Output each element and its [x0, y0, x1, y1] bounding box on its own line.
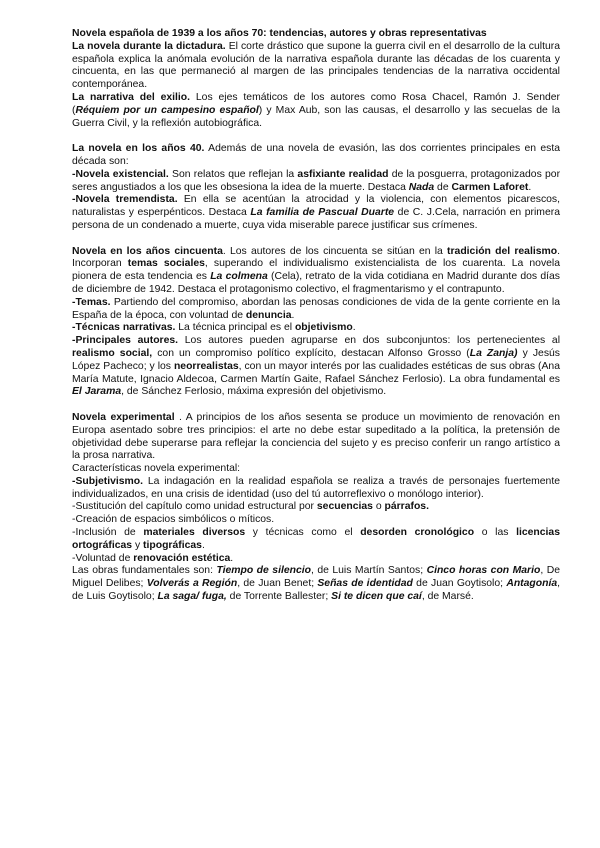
item-label: -Principales autores. [72, 335, 179, 347]
item-temas [72, 297, 560, 323]
caracteristicas-label [72, 463, 560, 476]
exilio-text: ) y Max Aub, son las causas, el desarrollo y las secuelas de la Guerra Civil, y la reflexión autobiográfica. [72, 104, 560, 129]
obras-text: Las obras fundamentales son: [72, 565, 217, 577]
work-title: La saga/ fuga, [157, 591, 227, 603]
paragraph-cuarenta [72, 143, 560, 169]
heading-experimental: Novela experimental [72, 411, 175, 423]
work-title: La Zanja) [469, 347, 518, 359]
item-text: . [352, 322, 356, 334]
caracteristicas-text: Características novela experimental: [72, 463, 241, 475]
bold-term: neorrealistas [173, 360, 239, 372]
item-text: -Creación de espacios simbólicos o míticos. [72, 514, 275, 526]
item-text: . [230, 552, 234, 564]
cincuenta-text: . Los autores de los cincuenta se sitúan en la [222, 245, 448, 257]
item-text: , de Sánchez Ferlosio, máxima expresión del objetivismo. [121, 386, 387, 398]
item-text: . [201, 539, 205, 551]
work-title: Tiempo de silencio [216, 565, 311, 577]
document-title [72, 28, 560, 41]
cuarenta-intro: Además de una novela de evasión, las dos corrientes principales en esta década son: [72, 143, 561, 167]
item-text: -Voluntad de [72, 552, 134, 564]
item-text: . [528, 181, 532, 193]
bold-term: secuencias [316, 501, 373, 513]
item-text: o [372, 501, 385, 513]
work-title: Si te dicen que caí [331, 591, 422, 603]
item-espacios [72, 514, 560, 527]
heading-exilio: La narrativa del exilio. [72, 91, 191, 103]
heading-cuarenta: La novela en los años 40. [72, 143, 205, 155]
item-tecnicas [72, 322, 560, 335]
item-text: La técnica principal es el [175, 322, 295, 334]
item-inclusion [72, 527, 560, 553]
spacer [72, 233, 560, 246]
item-voluntad [72, 553, 560, 566]
item-text: , con un mayor interés por las cualidades estéticas de sus obras (Ana María Matute, Ignacio Aldecoa, Carmen Martín Gaite, Rafael Sánchez Ferlosio). La obra fundamental es [72, 360, 560, 385]
heading-cincuenta: Novela en los años cincuenta [72, 245, 223, 257]
obras-text: de Juan Goytisolo; [412, 578, 507, 590]
bold-term: párrafos. [384, 501, 429, 513]
work-title: Señas de identidad [317, 578, 413, 590]
item-text: -Inclusión de [72, 527, 144, 539]
paragraph-cincuenta [72, 246, 560, 297]
obras-text: , De Miguel Delibes; [72, 565, 560, 590]
item-label: -Novela tremendista. [72, 194, 178, 206]
item-text: de la posguerra, protagonizados por seres angustiados a los que les obsesiona la idea de la muerte. Destaca [72, 168, 561, 193]
item-text: de C. J.Cela, narración en primera persona de un condenado a muerte, cuya vida miserable parece justificar sus crímenes. [72, 207, 560, 231]
item-label: -Subjetivismo. [72, 475, 144, 487]
paragraph-obras-fundamentales [72, 565, 560, 603]
bold-term: materiales diversos [143, 527, 246, 539]
item-text: de [434, 181, 452, 193]
item-text: Son relatos que reflejan la [168, 168, 298, 180]
work-title: Antagonía [506, 578, 558, 590]
item-label: -Novela existencial. [72, 168, 169, 180]
spacer [72, 130, 560, 143]
item-label: -Técnicas narrativas. [72, 322, 176, 334]
item-text: La indagación en la realidad española se realiza a través de personajes fuertemente individualizados, en una crisis de identidad (uso del tú autorreflexivo o monólogo interior). [72, 475, 560, 500]
item-label: -Temas. [72, 296, 111, 308]
item-principales-autores [72, 335, 560, 399]
heading-dictadura: La novela durante la dictadura. [72, 40, 226, 52]
item-text: Los autores pueden agruparse en dos subconjuntos: los pertenecientes al [178, 335, 561, 347]
bold-term: asfixiante realidad [297, 168, 389, 180]
item-text: . [291, 309, 295, 321]
bold-term: objetivismo [294, 322, 353, 334]
cincuenta-text: (Cela), retrato de la vida cotidiana en Madrid durante dos días de diciembre de 1942. Destaca el protagonismo colectivo, el fragmentarismo y el contrapunto. [72, 271, 561, 295]
item-sustitucion [72, 501, 560, 514]
bold-term: desorden cronológico [360, 527, 475, 539]
dictadura-text: El corte drástico que supone la guerra civil en el desarrollo de la cultura española explica la anómala evolución de la narrativa española durante las décadas de los cuarenta y cincuenta, en las que permaneció al margen de las principales tendencias de la narrativa occidental contemporánea. [72, 40, 560, 91]
exilio-text: Los ejes temáticos de los autores como Rosa Chacel, Ramón J. Sender ( [72, 91, 560, 116]
bold-term: tipográficas [143, 539, 202, 551]
cincuenta-text: . Incorporan [72, 245, 560, 270]
paragraph-exilio [72, 92, 560, 130]
item-text: Partiendo del compromiso, abordan las penosas condiciones de vida de la gente corriente en la España de la época, con voluntad de [72, 296, 560, 321]
item-novela-tremendista [72, 194, 560, 232]
work-title: Réquiem por un campesino español [75, 104, 259, 116]
bold-term: renovación estética [133, 552, 231, 564]
obras-text: , de Juan Benet; [237, 578, 318, 590]
item-text: con un compromiso político explícito, destacan Alfonso Grosso ( [152, 347, 470, 359]
bold-term: denuncia [245, 309, 292, 321]
work-title: Cinco horas con Mario [426, 565, 541, 577]
work-title: Volverás a Región [146, 578, 238, 590]
work-title: El Jarama [72, 386, 122, 398]
item-subjetivismo [72, 476, 560, 502]
work-title: Nada [408, 181, 435, 193]
item-text: y Jesús López Pacheco; y los [72, 347, 560, 372]
bold-term: licencias ortográficas [72, 527, 560, 551]
title-text: Novela española de 1939 a los años 70: tendencias, autores y obras representativas [72, 28, 487, 39]
obras-text: de Torrente Ballester; [226, 591, 332, 603]
item-text: -Sustitución del capítulo como unidad estructural por [72, 501, 317, 513]
paragraph-experimental [72, 412, 560, 463]
obras-text: , de Marsé. [421, 591, 474, 603]
bold-term: realismo social, [72, 347, 153, 359]
item-text: y [132, 539, 144, 551]
experimental-text: . A principios de los años sesenta se produce un movimiento de renovación en Europa asentado sobre tres principios: el arte no debe estar supeditado a la política, la pretensión de objetividad debe superarse para reflejar la conciencia del sujeto y es preciso conferir un rango artístico a la prosa narrativa. [72, 411, 560, 462]
work-title: La colmena [210, 271, 268, 283]
cincuenta-text: , superando el individualismo existencialista de los cuarenta. La novela pionera de esta tendencia es [72, 258, 561, 283]
obras-text: , de Luis Martín Santos; [310, 565, 427, 577]
work-title: La familia de Pascual Duarte [250, 207, 395, 219]
item-text: y técnicas como el [245, 527, 361, 539]
item-text: En ella se acentúan la atrocidad y la violencia, con elementos picarescos, naturalistas y esperpénticos. Destaca [72, 194, 560, 219]
obras-text: , de Luis Goytisolo; [72, 578, 560, 603]
item-novela-existencial [72, 169, 560, 195]
item-text: o las [474, 527, 517, 539]
bold-term: Carmen Laforet [451, 181, 529, 193]
bold-term: tradición del realismo [447, 245, 558, 257]
spacer [72, 399, 560, 412]
bold-term: temas sociales [127, 258, 205, 270]
paragraph-dictadura [72, 41, 560, 92]
